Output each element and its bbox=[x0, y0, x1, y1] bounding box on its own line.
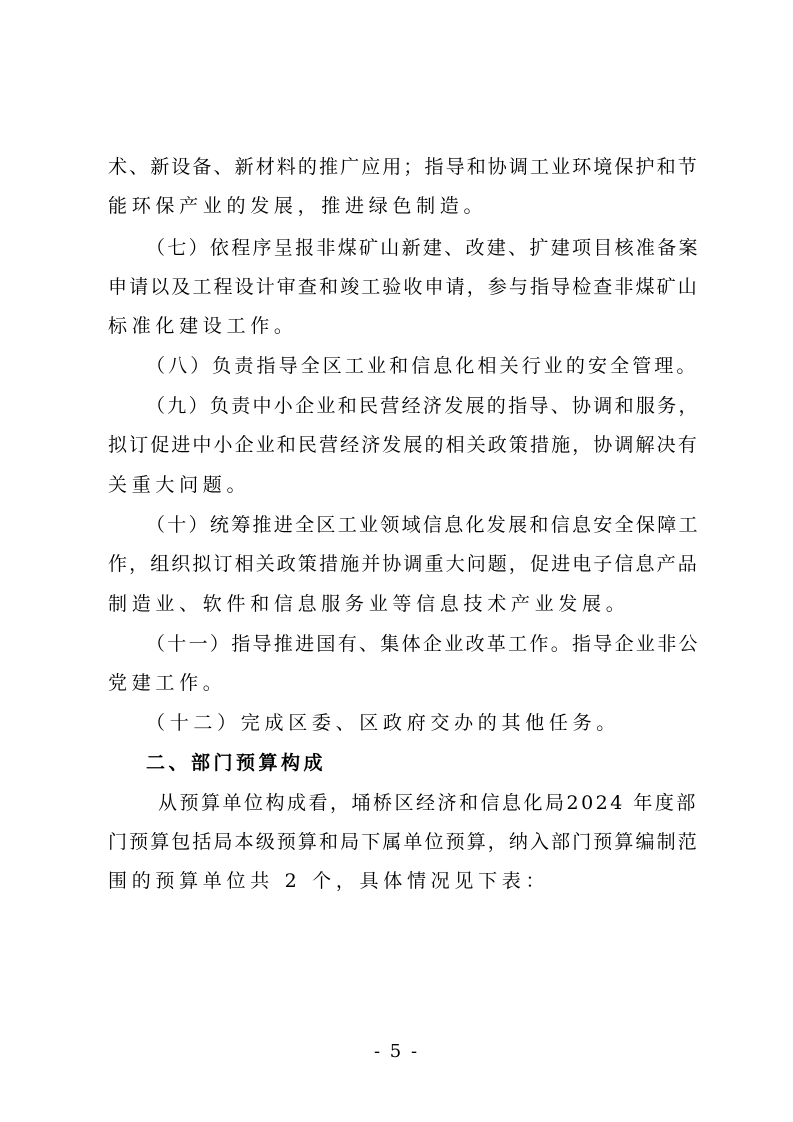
body-text-line: 申请以及工程设计审查和竣工验收申请，参与指导检查非煤矿山 bbox=[108, 276, 699, 298]
body-text-line: 术、新设备、新材料的推广应用；指导和协调工业环境保护和节 bbox=[108, 156, 699, 178]
body-text-line: 作，组织拟订相关政策措施并协调重大问题，促进电子信息产品 bbox=[108, 553, 699, 575]
body-text-line: 党建工作。 bbox=[108, 672, 227, 694]
paragraph-8: （八）负责指导全区工业和信息化相关行业的安全管理。 bbox=[146, 355, 699, 377]
paragraph-11-start: （十一）指导推进国有、集体企业改革工作。指导企业非公 bbox=[146, 633, 700, 655]
paragraph-budget-start: 从预算单位构成看，埇桥区经济和信息化局2024 年度部 bbox=[158, 792, 698, 814]
paragraph-7-start: （七）依程序呈报非煤矿山新建、改建、扩建项目核准备案 bbox=[146, 237, 700, 259]
paragraph-10-start: （十）统筹推进全区工业领域信息化发展和信息安全保障工 bbox=[146, 514, 700, 536]
body-text-line: 门预算包括局本级预算和局下属单位预算，纳入部门预算编制范 bbox=[108, 831, 699, 853]
page-number: - 5 - bbox=[373, 1041, 420, 1062]
body-text-line: 制造业、软件和信息服务业等信息技术产业发展。 bbox=[108, 593, 630, 615]
body-text-line: 关重大问题。 bbox=[108, 474, 251, 496]
paragraph-12: （十二）完成区委、区政府交办的其他任务。 bbox=[146, 712, 621, 734]
paragraph-9-start: （九）负责中小企业和民营经济发展的指导、协调和服务， bbox=[146, 395, 700, 417]
body-text-line: 围的预算单位共 2 个，具体情况见下表： bbox=[108, 870, 550, 892]
body-text-line: 拟订促进中小企业和民营经济发展的相关政策措施，协调解决有 bbox=[108, 434, 699, 456]
section-heading: 二、部门预算构成 bbox=[146, 752, 327, 774]
body-text-line: 能环保产业的发展，推进绿色制造。 bbox=[108, 195, 488, 217]
body-text-line: 标准化建设工作。 bbox=[108, 315, 298, 337]
